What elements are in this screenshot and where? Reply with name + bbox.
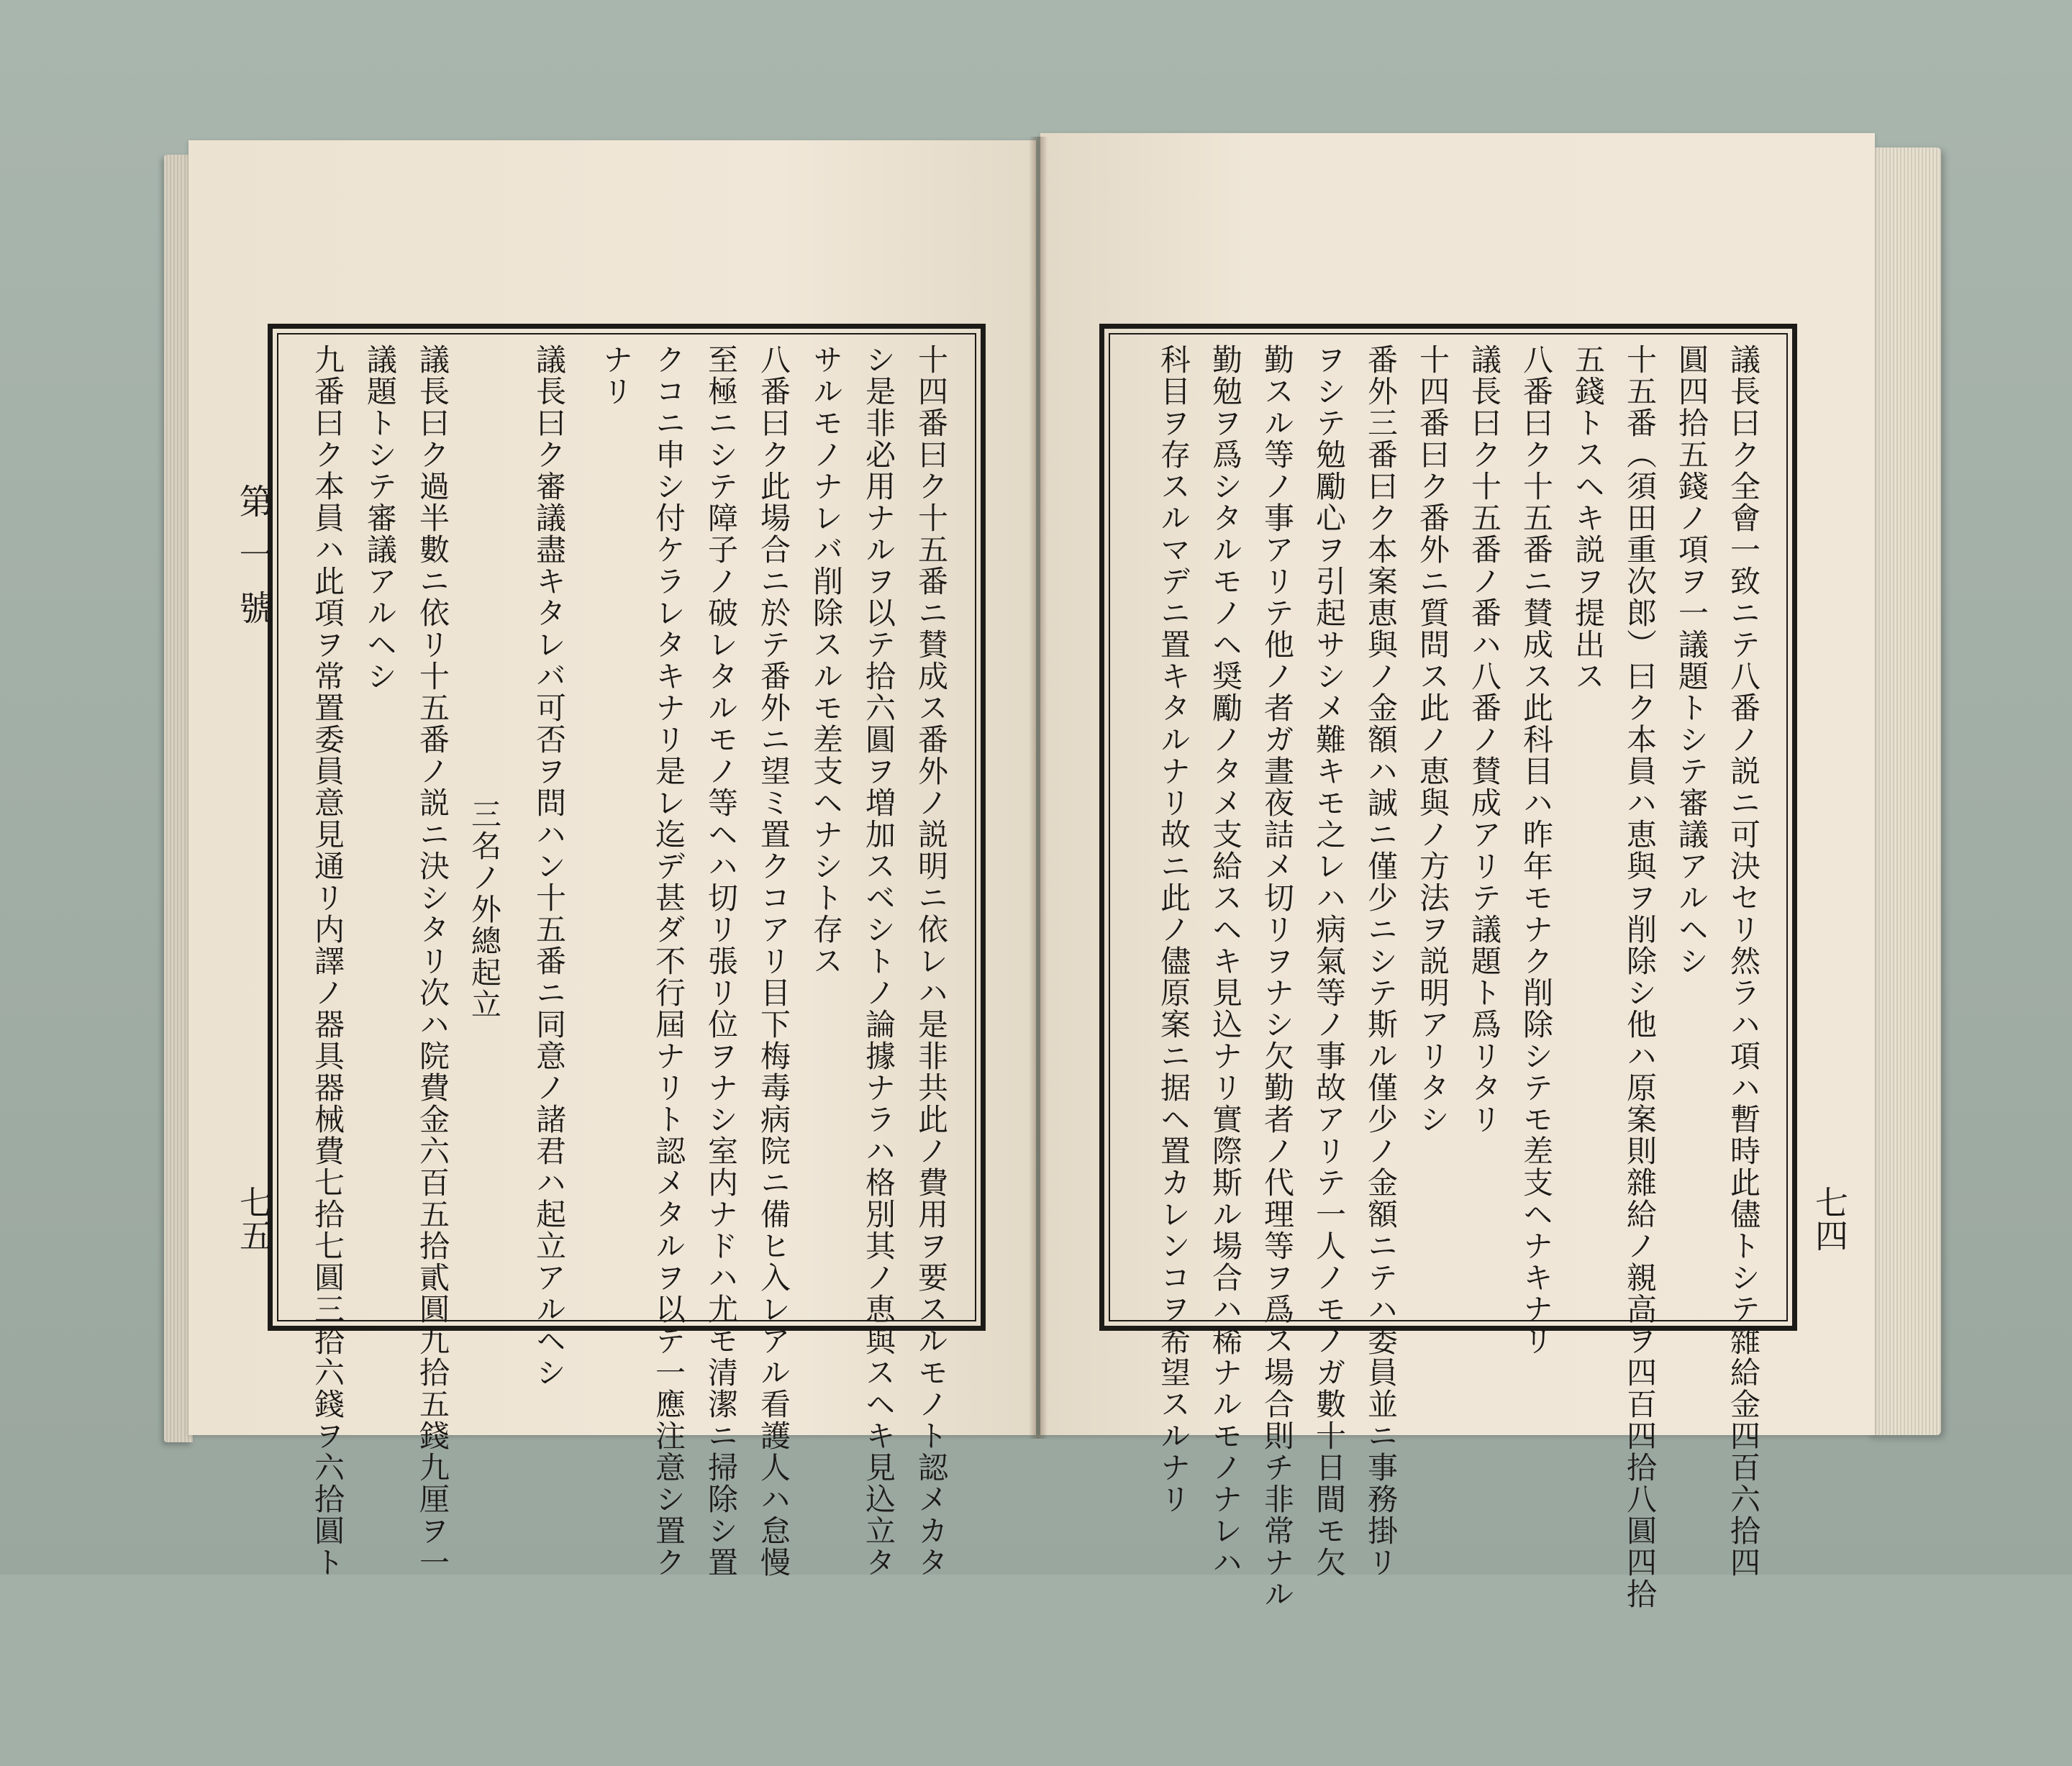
text-column: 十四番曰ク番外ニ質問ス此ノ恵與ノ方法ヲ説明アリタシ <box>1415 344 1450 1135</box>
text-column: 八番曰ク十五番ニ賛成ス此科目ハ昨年モナク削除シテモ差支ヘナキナリ <box>1519 344 1554 1357</box>
text-column: 議長曰ク過半數ニ依リ十五番ノ説ニ決シタリ次ハ院費金六百五拾貳圓九拾五錢九厘ヲ一 <box>415 344 450 1578</box>
text-column: 議長曰ク十五番ノ番ハ八番ノ賛成アリテ議題ト爲リタリ <box>1467 344 1502 1135</box>
text-column: サルモノナレバ削除スルモ差支ヘナシト存ス <box>809 344 844 977</box>
text-column: ヲシテ勉勵心ヲ引起サシメ難キモ之レハ病氣等ノ事故アリテ一人ノモノガ數十日間モ欠 <box>1312 344 1347 1578</box>
text-column: 圓四拾五錢ノ項ヲ一議題トシテ審議アルヘシ <box>1674 344 1709 977</box>
text-column: 五錢トスヘキ説ヲ提出ス <box>1571 344 1606 692</box>
book-gutter <box>1029 137 1048 1439</box>
text-column: 議題トシテ審議アルヘシ <box>363 344 398 692</box>
text-column: 番外三番曰ク本案恵與ノ金額ハ誠ニ僅少ニシテ斯ル僅少ノ金額ニテハ委員並ニ事務掛リ <box>1363 344 1399 1578</box>
text-column: 十五番（須田重次郎）曰ク本員ハ恵與ヲ削除シ他ハ原案則雜給ノ親高ヲ四百四拾八圓四拾 <box>1622 344 1658 1610</box>
margin-title: 第一號 <box>233 483 273 643</box>
text-column: 科目ヲ存スルマデニ置キタルナリ故ニ此ノ儘原案ニ据ヘ置カレンコヲ希望スルナリ <box>1156 344 1191 1515</box>
text-column: 議長曰ク全會一致ニテ八番ノ説ニ可決セリ然ラハ項ハ暫時此儘トシテ雜給金四百六拾四 <box>1726 344 1761 1578</box>
text-column: クコニ申シ付ケラレタキナリ是レ迄デ甚ダ不行屆ナリト認メタルヲ以テ一應注意シ置ク <box>651 344 686 1578</box>
text-column: 九番曰ク本員ハ此項ヲ常置委員意見通リ内譯ノ器具器械費七拾七圓三拾六錢ヲ六拾圓ト <box>310 344 345 1578</box>
text-column: 至極ニシテ障子ノ破レタルモノ等ヘハ切リ張リ位ヲナシ室内ナドハ尤モ清潔ニ掃除シ置 <box>704 344 739 1578</box>
text-column: 十四番曰ク十五番ニ賛成ス番外ノ説明ニ依レハ是非共此ノ費用ヲ要スルモノト認メカタ <box>914 344 949 1578</box>
page-number-right: 七四 <box>1810 1185 1849 1252</box>
text-column: ナリ <box>599 344 634 407</box>
text-column: 三名ノ外總起立 <box>467 798 502 1020</box>
text-column: 勤勉ヲ爲シタルモノヘ奨勵ノタメ支給スヘキ見込ナリ實際斯ル場合ハ稀ナルモノナレハ <box>1208 344 1243 1578</box>
book-page-edges-right <box>1869 147 1941 1435</box>
text-column: 議長曰ク審議盡キタレバ可否ヲ問ハン十五番ニ同意ノ諸君ハ起立アルヘシ <box>532 344 567 1388</box>
page-number-left: 七五 <box>235 1185 273 1252</box>
text-column: シ是非必用ナルヲ以テ拾六圓ヲ増加スベシトノ論據ナラハ格別其ノ恵與スヘキ見込立タ <box>861 344 896 1578</box>
text-column: 勤スル等ノ事アリテ他ノ者ガ晝夜詰メ切リヲナシ欠勤者ノ代理等ヲ爲ス場合則チ非常ナル <box>1260 344 1295 1610</box>
text-column: 八番曰ク此場合ニ於テ番外ニ望ミ置クコアリ目下梅毒病院ニ備ヒ入レアル看護人ハ怠慢 <box>756 344 791 1578</box>
